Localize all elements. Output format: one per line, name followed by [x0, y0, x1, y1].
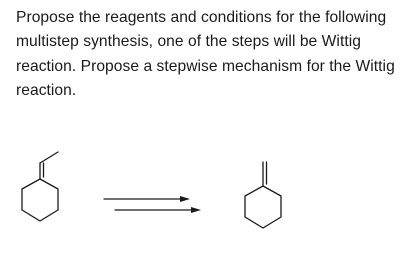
question-text: Propose the reagents and conditions for the following multistep synthesis, one of the steps will be Wittig reaction. Propose a stepwise mechanism for the Wittig reaction.	[16, 9, 395, 99]
starting-material-structure	[22, 152, 58, 221]
multistep-arrow	[104, 199, 191, 210]
arrowhead-top	[180, 196, 190, 202]
starting-material-ring	[22, 179, 58, 221]
ethylidene-methyl-bond	[40, 152, 58, 163]
arrowhead-bottom	[191, 207, 201, 213]
product-ring	[245, 186, 281, 228]
product-structure	[245, 162, 281, 228]
